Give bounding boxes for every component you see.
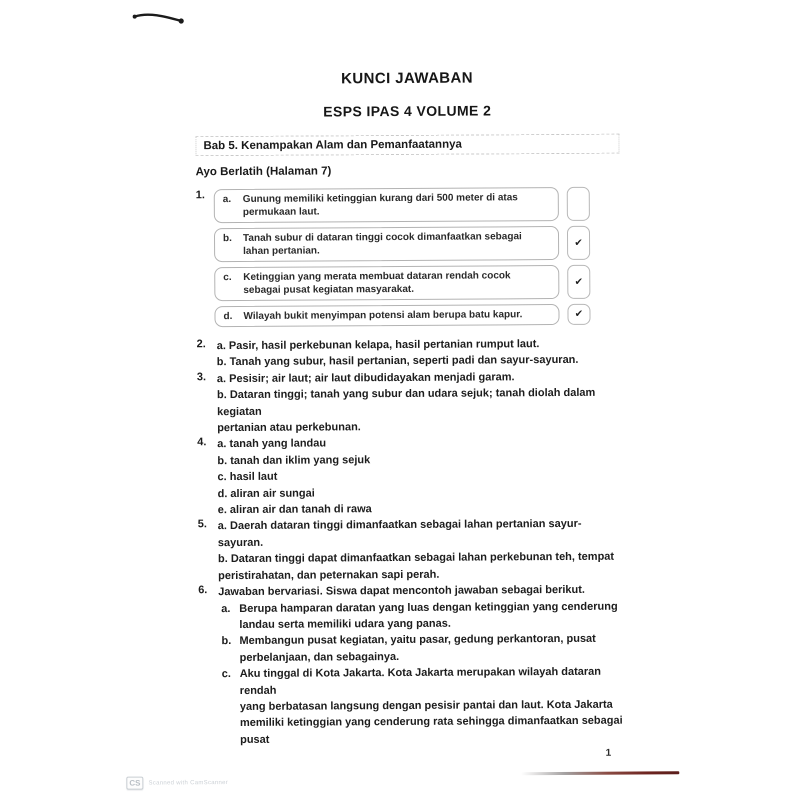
camscanner-logo: CS	[126, 777, 143, 790]
answer-line: a. Daerah dataran tinggi dimanfaatkan sebagai lahan pertanian sayur-sayuran.	[217, 518, 582, 549]
answer-line: b. Tanah yang subur, hasil pertanian, seperti padi dan sayur-sayuran.	[216, 354, 579, 369]
option-text: Wilayah bukit menyimpan potensi alam berupa batu kapur.	[243, 309, 523, 322]
scan-line-artifact	[521, 771, 679, 775]
option-text: Ketinggian yang merata membuat dataran rendah cocok sebagai pusat kegiatan masyarakat.	[243, 270, 511, 296]
answer-line: a. Pasir, hasil perkebunan kelapa, hasil pertanian rumput laut.	[216, 338, 540, 353]
answer-line: Berupa hamparan daratan yang luas dengan ketinggian yang cenderung	[239, 600, 618, 615]
answer-line: Jawaban bervariasi. Siswa dapat mencontoh jawaban sebagai berikut.	[218, 583, 586, 599]
answer-item-6	[198, 582, 623, 749]
sub-answer-letter: c.	[221, 668, 231, 681]
camscanner-watermark	[126, 776, 228, 790]
answer-line: d. aliran air sungai	[217, 487, 315, 500]
answer-number: 3.	[196, 370, 207, 384]
answer-option-row	[214, 187, 590, 223]
answer-option-row	[214, 226, 590, 262]
check-icon: ✔	[574, 308, 584, 320]
page-title: KUNCI JAWABAN	[341, 69, 474, 88]
answer-number: 5.	[197, 518, 207, 531]
answer-item-4	[197, 434, 621, 519]
page-subtitle: ESPS IPAS 4 VOLUME 2	[323, 102, 492, 120]
answer-item-3	[197, 368, 621, 436]
sub-answer-b	[218, 631, 622, 666]
question-1-options	[214, 187, 591, 327]
answer-number: 2.	[196, 338, 206, 351]
document-content	[195, 69, 623, 762]
sub-answer-a	[218, 598, 622, 633]
option-box-a	[214, 187, 559, 223]
option-letter: a.	[222, 194, 232, 206]
check-icon: ✔	[574, 237, 583, 249]
answer-line: Membangun pusat kegiatan, yaitu pasar, gedung perkantoran, pusat	[239, 633, 596, 648]
answer-option-row	[214, 265, 590, 301]
sub-answer-letter: a.	[221, 602, 231, 615]
option-box-b	[214, 226, 559, 262]
answer-line: a. tanah yang landau	[217, 437, 327, 451]
answer-line: yang berbatasan langsung dengan pesisir pantai dan laut. Kota Jakarta	[239, 698, 613, 713]
option-letter: c.	[223, 272, 232, 284]
section-header: Ayo Berlatih (Halaman 7)	[195, 165, 332, 179]
option-letter: d.	[223, 311, 233, 323]
check-icon: ✔	[574, 276, 584, 288]
answer-line: c. hasil laut	[217, 470, 278, 484]
answer-option-row	[214, 304, 590, 327]
option-checkbox	[567, 265, 590, 299]
sub-answer-letter: b.	[221, 635, 232, 648]
option-checkbox	[567, 304, 590, 325]
option-text: Gunung memiliki ketinggian kurang dari 500 meter di atas permukaan laut.	[242, 192, 518, 218]
question-number: 1.	[195, 189, 205, 202]
answer-line: b. Dataran tinggi dapat dimanfaatkan sebagai lahan perkebunan teh, tempat	[217, 550, 615, 566]
answer-list	[197, 336, 623, 749]
option-box-d	[214, 304, 559, 327]
answer-number: 6.	[198, 584, 208, 597]
answer-line: e. aliran air dan tanah di rawa	[217, 503, 372, 517]
answer-line: a. Pesisir; air laut; air laut dibudidayakan menjadi garam.	[216, 371, 515, 385]
answer-line: memiliki ketinggian yang cenderung rata sehingga dimanfaatkan sebagai pusat	[239, 714, 623, 746]
answer-item-2	[197, 336, 621, 371]
answer-item-5	[198, 516, 622, 584]
answer-line: perbelanjaan, dan sebagainya.	[239, 650, 400, 664]
option-checkbox	[567, 226, 590, 260]
option-checkbox	[567, 187, 590, 221]
page-number: 1	[605, 747, 612, 759]
option-letter: b.	[222, 233, 232, 245]
option-text: Tanah subur di dataran tinggi cocok dimanfaatkan sebagai lahan pertanian.	[242, 231, 522, 257]
chapter-header: Bab 5. Kenampakan Alam dan Pemanfaatannya	[195, 134, 619, 157]
answer-line: b. tanah dan iklim yang sejuk	[217, 454, 371, 467]
answer-line: pertanian atau perkebunan.	[217, 421, 361, 435]
answer-line: landau serta memiliki udara yang panas.	[239, 617, 451, 631]
answer-number: 4.	[197, 436, 207, 449]
camscanner-text: Scanned with CamScanner	[148, 779, 229, 787]
pen-mark-artifact	[131, 8, 189, 26]
question-1	[196, 187, 621, 328]
sub-answer-c	[219, 664, 623, 748]
answer-line: Aku tinggal di Kota Jakarta. Kota Jakarta merupakan wilayah dataran rendah	[239, 665, 602, 697]
answer-line: b. Dataran tinggi; tanah yang subur dan udara sejuk; tanah diolah dalam kegiatan	[216, 387, 596, 418]
option-box-c	[214, 265, 559, 301]
answer-line: peristirahatan, dan peternakan sapi perah.	[218, 568, 440, 582]
